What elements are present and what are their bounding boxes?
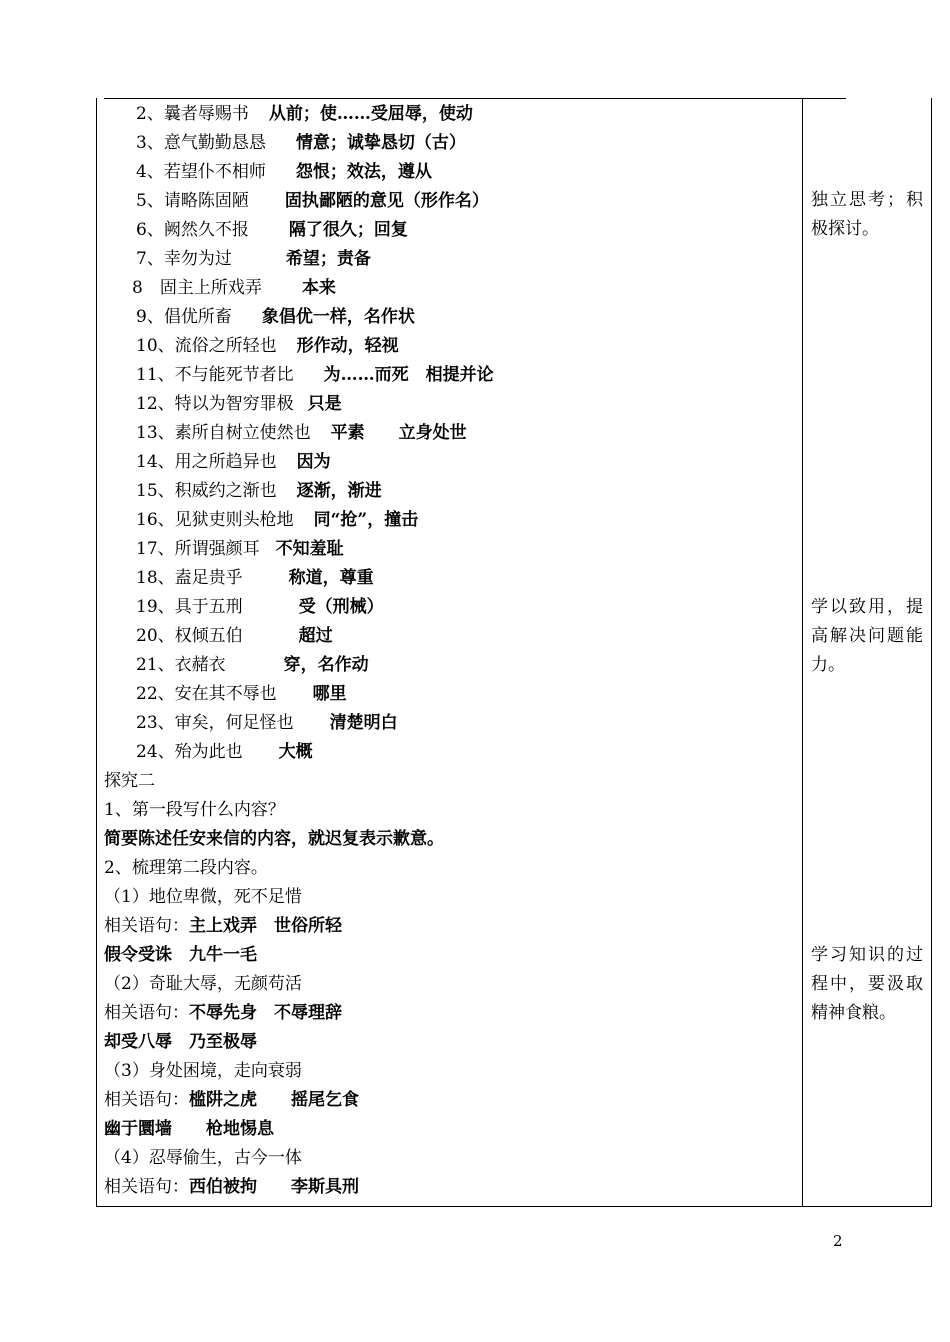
sentence-text: 久不 xyxy=(197,220,232,240)
gloss: 固执鄙陋的意见（形作名） xyxy=(284,191,489,211)
section-3: （3）身处困境，走向衰弱 xyxy=(104,1061,302,1081)
sentence-text: 贵 xyxy=(208,568,226,588)
note-apply-learning: 学以致用，提高解决问题能力。 xyxy=(811,597,923,675)
related-sentences: 槛阱之虎 摇尾乞食 xyxy=(189,1090,359,1110)
vocab-item xyxy=(104,419,794,448)
vocab-item xyxy=(104,564,794,593)
related-label: 相关语句： xyxy=(104,1177,189,1197)
sentence-text: 地 xyxy=(276,510,294,530)
sentence-text: 相 xyxy=(231,162,249,182)
vocab-item xyxy=(104,680,794,709)
sentence-text: 过 xyxy=(214,249,232,269)
sentence-text: 节者 xyxy=(242,365,277,385)
related-label: 相关语句： xyxy=(104,1090,189,1110)
gloss: 象倡优一样，名作状 xyxy=(261,307,415,327)
answer-1: 简要陈述任安来信的内容，就迟复表示歉意。 xyxy=(104,829,444,849)
related-label: 相关语句： xyxy=(104,916,189,936)
sentence-text: 赐书 xyxy=(214,104,249,124)
sentence-text: 于五刑 xyxy=(191,597,243,617)
sentence-text: 衣 xyxy=(174,655,192,675)
sentence-text: 辱 xyxy=(197,104,215,124)
sentence-text: 之所趋异也 xyxy=(191,452,277,472)
vocab-item xyxy=(104,390,794,419)
gloss: 同“抢”，撞击 xyxy=(313,510,419,530)
related-sentences: 西伯被拘 李斯具刑 xyxy=(189,1177,359,1197)
sentence-text: 8 xyxy=(132,278,160,298)
sentence-text: 15、积威约之 xyxy=(136,481,243,501)
sentence-text: 幸 xyxy=(163,249,181,269)
sentence-text: 所畜 xyxy=(197,307,232,327)
sentence-text: 师 xyxy=(248,162,266,182)
gloss: 本来 xyxy=(301,278,336,298)
sentence-text: 耳 xyxy=(242,539,260,559)
vocab-item xyxy=(104,187,794,216)
sentence-text: 勤勤恳恳 xyxy=(197,133,266,153)
sentence-text: 者 xyxy=(180,104,198,124)
sentence-text: 固陋 xyxy=(214,191,249,211)
vocab-item xyxy=(104,303,794,332)
sentence-text: 矣，何足怪也 xyxy=(191,713,294,733)
sentence-text: 倾 xyxy=(191,626,209,646)
sentence-text: 报 xyxy=(231,220,249,240)
sentence-text: 11、不与能 xyxy=(136,365,226,385)
note-independent-thinking: 独立思考；积极探讨。 xyxy=(811,190,923,239)
sentence-text: 13、 xyxy=(136,423,175,443)
gloss: 逐渐，渐进 xyxy=(296,481,382,501)
vocab-item xyxy=(104,651,794,680)
gloss: 只是 xyxy=(307,394,342,414)
note-spiritual-nourishment: 学习知识的过程中，要汲取精神食粮。 xyxy=(811,945,923,1023)
sentence-text: 树立 xyxy=(225,423,260,443)
vocab-item xyxy=(104,593,794,622)
vocab-item xyxy=(104,216,794,245)
sentence-text: 审 xyxy=(174,713,192,733)
gloss: 平素 立身处世 xyxy=(330,423,467,443)
sentence-text: 殆 xyxy=(174,742,192,762)
gloss: 清楚明白 xyxy=(329,713,398,733)
sentence-text: 7、 xyxy=(136,249,164,269)
sentence-text: 19、 xyxy=(136,597,175,617)
sentence-text: 具 xyxy=(174,597,192,617)
sentence-text: 轻 xyxy=(242,336,260,356)
main-column xyxy=(104,100,794,1202)
sentence-text: 所自 xyxy=(191,423,226,443)
vocab-item xyxy=(104,448,794,477)
sentence-text: 勿为 xyxy=(180,249,215,269)
sentence-text: 4、若 xyxy=(136,162,181,182)
gloss: 形作动，轻视 xyxy=(296,336,399,356)
section-2-sentences-cont: 却受八辱 乃至极辱 xyxy=(104,1032,257,1052)
sentence-text: 20、权 xyxy=(136,626,192,646)
sentence-text: 主上所戏弄 xyxy=(176,278,262,298)
vocab-item xyxy=(104,100,794,129)
gloss: 希望；责备 xyxy=(285,249,371,269)
sentence-text: 强颜 xyxy=(208,539,243,559)
section-2: （2）奇耻大辱，无颜苟活 xyxy=(104,974,302,994)
gloss: 不知羞耻 xyxy=(275,539,344,559)
section-1-sentences-cont: 假令受诛 九牛一毛 xyxy=(104,945,257,965)
gloss: 为……而死 相提并论 xyxy=(323,365,494,385)
sentence-text: 也 xyxy=(259,481,277,501)
sentence-text: 以为智穷罪极 xyxy=(191,394,294,414)
sentence-text: 为此也 xyxy=(191,742,243,762)
gloss: 怨恨；效法，遵从 xyxy=(295,162,432,182)
section-1: （1）地位卑微，死不足惜 xyxy=(104,887,302,907)
sentence-text: 赭衣 xyxy=(191,655,226,675)
vocab-item xyxy=(104,535,794,564)
related-sentences: 不辱先身 不辱理辞 xyxy=(189,1003,342,1023)
sentence-text: 10、流俗之所 xyxy=(136,336,243,356)
vocab-item xyxy=(104,622,794,651)
section-1-sentences xyxy=(104,912,794,941)
vocab-item xyxy=(104,274,794,303)
vocab-item xyxy=(104,245,794,274)
sentence-text: 固 xyxy=(159,278,177,298)
sentence-text: 16、见狱吏则头 xyxy=(136,510,260,530)
sentence-text: 17、所谓 xyxy=(136,539,209,559)
gloss: 称道，尊重 xyxy=(288,568,374,588)
sentence-text: 特 xyxy=(174,394,192,414)
related-label: 相关语句： xyxy=(104,1003,189,1023)
question-2: 2、梳理第二段内容。 xyxy=(104,858,268,878)
sentence-text: 3、意气 xyxy=(136,133,198,153)
sentence-text: 死 xyxy=(225,365,243,385)
vocab-item xyxy=(104,332,794,361)
sentence-text: 2、 xyxy=(136,104,164,124)
sentence-text: 枪 xyxy=(259,510,277,530)
page-number: 2 xyxy=(833,1232,843,1250)
sentence-text: 望 xyxy=(180,162,198,182)
section-3-sentences xyxy=(104,1086,794,1115)
gloss: 超过 xyxy=(298,626,333,646)
sentence-text: 阙然 xyxy=(163,220,198,240)
vocab-item xyxy=(104,477,794,506)
gloss: 情意；诚挚恳切（古） xyxy=(295,133,466,153)
gloss: 哪里 xyxy=(312,684,347,704)
sentence-text: 渐 xyxy=(242,481,260,501)
section-2-sentences xyxy=(104,999,794,1028)
vocab-item xyxy=(104,709,794,738)
gloss: 穿，名作动 xyxy=(283,655,369,675)
section-4: （4）忍辱偷生，古今一体 xyxy=(104,1148,302,1168)
sentence-text: 使然也 xyxy=(259,423,311,443)
question-1: 1、第一段写什么内容？ xyxy=(104,800,285,820)
related-sentences: 主上戏弄 世俗所轻 xyxy=(189,916,342,936)
vocab-item xyxy=(104,506,794,535)
vocab-item xyxy=(104,738,794,767)
sentence-text: 倡优 xyxy=(163,307,198,327)
sentence-text: 14、 xyxy=(136,452,175,472)
sentence-text: 21、 xyxy=(136,655,175,675)
sentence-text: 曩 xyxy=(163,104,181,124)
sentence-text: 素 xyxy=(174,423,192,443)
sentence-text: 24、 xyxy=(136,742,175,762)
gloss: 受（刑械） xyxy=(298,597,384,617)
sentence-text: 仆不 xyxy=(197,162,232,182)
vocab-item xyxy=(104,129,794,158)
sentence-text: 5、请略陈 xyxy=(136,191,215,211)
sentence-text: 安 xyxy=(174,684,192,704)
section-3-sentences-cont: 幽于圜墙 枪地惕息 xyxy=(104,1119,274,1139)
sentence-text: 比 xyxy=(276,365,294,385)
sentence-text: 乎 xyxy=(225,568,243,588)
inquiry-heading: 探究二 xyxy=(104,771,155,791)
sentence-text: 在其不辱也 xyxy=(191,684,277,704)
sentence-text: 也 xyxy=(259,336,277,356)
sentence-text: 用 xyxy=(174,452,192,472)
gloss: 隔了很久；回复 xyxy=(288,220,408,240)
sentence-text: 23、 xyxy=(136,713,175,733)
sentence-text: 6、 xyxy=(136,220,164,240)
gloss: 大概 xyxy=(278,742,313,762)
sentence-text: 9、 xyxy=(136,307,164,327)
gloss: 从前；使……受屈辱，使动 xyxy=(268,104,473,124)
section-4-sentences xyxy=(104,1173,794,1202)
gloss: 因为 xyxy=(296,452,331,472)
vocab-item xyxy=(104,361,794,390)
sentence-text: 22、 xyxy=(136,684,175,704)
vocab-item xyxy=(104,158,794,187)
sentence-text: 五伯 xyxy=(208,626,243,646)
sentence-text: 12、 xyxy=(136,394,175,414)
sentence-text: 18、盍足 xyxy=(136,568,209,588)
vocab-list xyxy=(104,100,794,767)
